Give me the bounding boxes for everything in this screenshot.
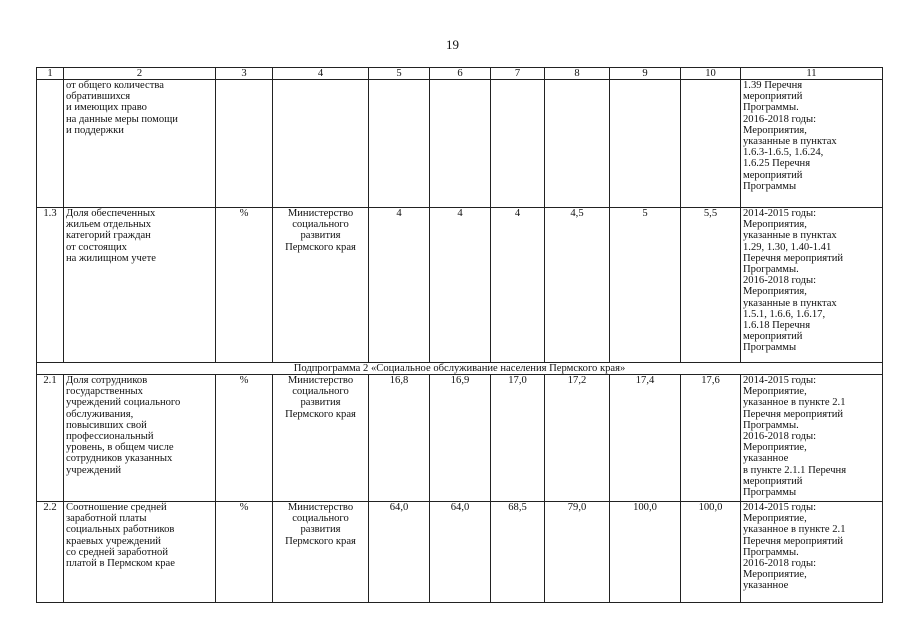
row-number: 1.3: [37, 208, 64, 363]
table-row: [37, 208, 883, 363]
value-cell: 17,4: [610, 375, 681, 502]
value-cell: 100,0: [610, 502, 681, 603]
value-cell: 17,2: [545, 375, 610, 502]
column-number: 9: [610, 68, 681, 80]
table-row: [37, 502, 883, 603]
value-cell: 17,6: [681, 375, 741, 502]
column-number: 4: [273, 68, 369, 80]
indicator-name: от общего количества обратившихся и имеющих право на данные меры помощи и поддержки: [64, 80, 216, 208]
table-row: [37, 80, 883, 208]
value-cell: 5,5: [681, 208, 741, 363]
column-number: 5: [369, 68, 430, 80]
value-cell: [610, 80, 681, 208]
unit-cell: [216, 80, 273, 208]
subprogram-row: [37, 363, 883, 375]
value-cell: 4,5: [545, 208, 610, 363]
column-number: 2: [64, 68, 216, 80]
column-number: 3: [216, 68, 273, 80]
column-number-row: [37, 68, 883, 80]
indicator-name: Доля сотрудников государственных учреждений социального обслуживания, повысивших свой профессиональный уровень, в общем числе сотрудников указанных учреждений: [64, 375, 216, 502]
value-cell: 17,0: [491, 375, 545, 502]
column-number: 11: [741, 68, 883, 80]
value-cell: [369, 80, 430, 208]
indicators-table: [36, 67, 883, 603]
value-cell: [430, 80, 491, 208]
table-row: [37, 375, 883, 502]
value-cell: 16,8: [369, 375, 430, 502]
value-cell: 64,0: [369, 502, 430, 603]
value-cell: 79,0: [545, 502, 610, 603]
unit-cell: %: [216, 502, 273, 603]
responsible-org: Министерство социального развития Пермского края: [273, 208, 369, 363]
measures-cell: 2014-2015 годы: Мероприятие, указанное в пункте 2.1 Перечня мероприятий Программы. 2016-2018 годы: Мероприятие, указанное в пункте 2.1.1 Перечня мероприятий Программы: [741, 375, 883, 502]
indicator-name: Соотношение средней заработной платы социальных работников краевых учреждений со средней заработной платой в Пермском крае: [64, 502, 216, 603]
column-number: 7: [491, 68, 545, 80]
responsible-org: [273, 80, 369, 208]
value-cell: [681, 80, 741, 208]
row-number: [37, 80, 64, 208]
responsible-org: Министерство социального развития Пермского края: [273, 502, 369, 603]
value-cell: 64,0: [430, 502, 491, 603]
value-cell: 5: [610, 208, 681, 363]
subprogram-title: Подпрограмма 2 «Социальное обслуживание населения Пермского края»: [37, 363, 883, 375]
value-cell: 4: [430, 208, 491, 363]
table-body: [37, 68, 883, 603]
unit-cell: %: [216, 208, 273, 363]
page-number: 19: [446, 37, 459, 52]
value-cell: [491, 80, 545, 208]
measures-cell: 1.39 Перечня мероприятий Программы. 2016-2018 годы: Мероприятия, указанные в пунктах 1.6.3-1.6.5, 1.6.24, 1.6.25 Перечня мероприятий Программы: [741, 80, 883, 208]
value-cell: 4: [491, 208, 545, 363]
row-number: 2.2: [37, 502, 64, 603]
responsible-org: Министерство социального развития Пермского края: [273, 375, 369, 502]
row-number: 2.1: [37, 375, 64, 502]
value-cell: 100,0: [681, 502, 741, 603]
measures-cell: 2014-2015 годы: Мероприятие, указанное в пункте 2.1 Перечня мероприятий Программы. 2016-2018 годы: Мероприятие, указанное: [741, 502, 883, 603]
column-number: 10: [681, 68, 741, 80]
value-cell: 68,5: [491, 502, 545, 603]
measures-cell: 2014-2015 годы: Мероприятия, указанные в пунктах 1.29, 1.30, 1.40-1.41 Перечня мероприятий Программы. 2016-2018 годы: Мероприятия, указанные в пунктах 1.5.1, 1.6.6, 1.6.17, 1.6.18 Перечня мероприятий Программы: [741, 208, 883, 363]
column-number: 1: [37, 68, 64, 80]
column-number: 8: [545, 68, 610, 80]
value-cell: 16,9: [430, 375, 491, 502]
column-number: 6: [430, 68, 491, 80]
value-cell: 4: [369, 208, 430, 363]
indicator-name: Доля обеспеченных жильем отдельных категорий граждан от состоящих на жилищном учете: [64, 208, 216, 363]
unit-cell: %: [216, 375, 273, 502]
value-cell: [545, 80, 610, 208]
